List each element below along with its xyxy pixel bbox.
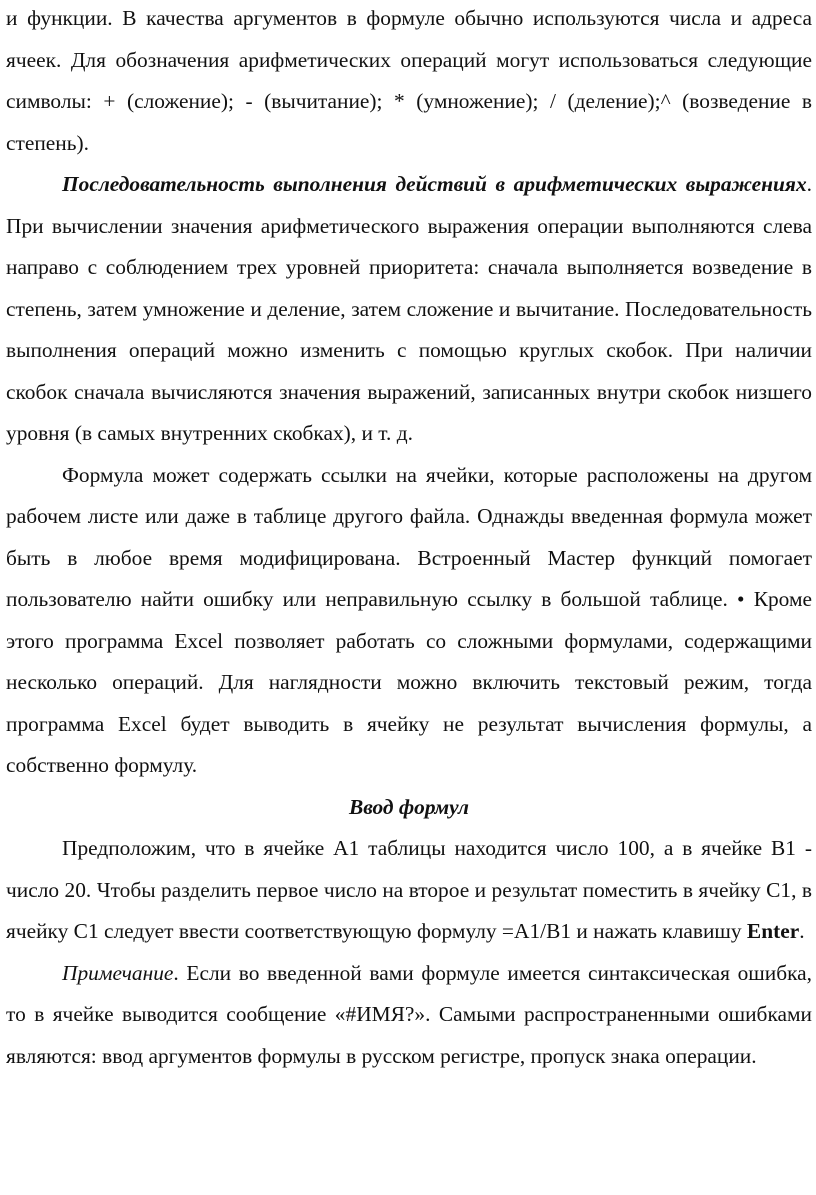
paragraph-formula-references: Формула может содержать ссылки на ячейки, которые расположены на другом рабочем листе или даже в таблице другого файла. Однажды введенная формула может быть в любое время модифицирована. Встроенный Мастер функций помогает пользователю найти ошибку или неправильную ссылку в большой таблице. • Кроме этого программа Excel позволяет работать со сложными формулами, содержащими несколько операций. Для наглядности можно включить текстовый режим, тогда программа Excel будет выводить в ячейку не результат вычисления формулы, а собственно формулу. bbox=[6, 462, 812, 777]
formula-example-end: . bbox=[799, 919, 805, 943]
term-order-of-operations: Последовательность выполнения действий в арифметических выражениях bbox=[62, 172, 807, 196]
note-label: Примечание bbox=[62, 960, 174, 985]
paragraph-formula-example bbox=[6, 828, 812, 953]
formula-example-text: Предположим, что в ячейке А1 таблицы находится число 100, а в ячейке В1 - число 20. Чтобы разделить первое число на второе и результат поместить в ячейку С1, в ячейку С1 следует ввести соответствующую формулу =А1/В1 и нажать клавишу bbox=[6, 836, 812, 943]
enter-key-label: Enter bbox=[746, 919, 800, 943]
paragraph-note bbox=[6, 953, 812, 1078]
paragraph-functions-symbols: и функции. В качества аргументов в формуле обычно используются числа и адреса ячеек. Для обозначения арифметических операций могут использоваться следующие символы: + (сложение); - (вычитание); * (умножение); / (деление);^ (возведение в степень). bbox=[6, 6, 812, 155]
note-text: . Если во введенной вами формуле имеется синтаксическая ошибка, то в ячейке выводится сообщение «#ИМЯ?». Самыми распространенными ошибками являются: ввод аргументов формулы в русском регистре, пропуск знака операции. bbox=[6, 960, 812, 1068]
section-heading: Ввод формул bbox=[348, 794, 470, 819]
paragraph-order-of-operations bbox=[6, 164, 812, 455]
order-of-operations-text: . При вычислении значения арифметического выражения операции выполняются слева направо с соблюдением трех уровней приоритета: сначала выполняется возведение в степень, затем умножение и деление, затем сложение и вычитание. Последовательность выполнения операций можно изменить с помощью круглых скобок. При наличии скобок сначала вычисляются значения выражений, записанных внутри скобок низшего уровня (в самых внутренних скобках), и т. д. bbox=[6, 172, 812, 445]
document-body bbox=[6, 0, 812, 1077]
